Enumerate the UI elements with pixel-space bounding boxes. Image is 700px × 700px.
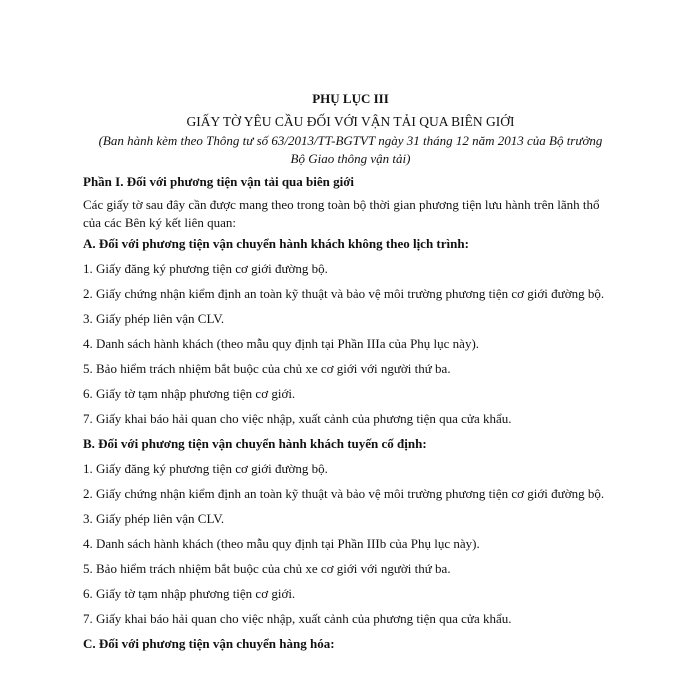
section-c-heading: C. Đối với phương tiện vận chuyển hàng hóa:	[83, 636, 335, 651]
list-item: 4. Danh sách hành khách (theo mẫu quy định tại Phần IIIb của Phụ lục này).	[83, 536, 480, 551]
issuance-note-line-2: Bộ Giao thông vận tải)	[290, 151, 411, 166]
document-content	[83, 90, 618, 660]
intro-paragraph: Các giấy tờ sau đây cần được mang theo trong toàn bộ thời gian phương tiện lưu hành trên lãnh thổ của các Bên ký kết liên quan:	[83, 197, 600, 230]
list-item: 7. Giấy khai báo hải quan cho việc nhập, xuất cảnh của phương tiện qua cửa khẩu.	[83, 411, 512, 426]
section-a-list	[83, 260, 618, 428]
section-a-heading: A. Đối với phương tiện vận chuyển hành khách không theo lịch trình:	[83, 236, 469, 251]
section-b-list	[83, 460, 618, 628]
list-item: 6. Giấy tờ tạm nhập phương tiện cơ giới.	[83, 586, 296, 601]
list-item: 6. Giấy tờ tạm nhập phương tiện cơ giới.	[83, 386, 296, 401]
issuance-note-line-1: (Ban hành kèm theo Thông tư số 63/2013/TT-BGTVT ngày 31 tháng 12 năm 2013 của Bộ trưởng	[98, 133, 603, 148]
list-item: 5. Bảo hiểm trách nhiệm bắt buộc của chủ xe cơ giới với người thứ ba.	[83, 561, 451, 576]
list-item: 1. Giấy đăng ký phương tiện cơ giới đường bộ.	[83, 461, 328, 476]
list-item: 7. Giấy khai báo hải quan cho việc nhập, xuất cảnh của phương tiện qua cửa khẩu.	[83, 611, 512, 626]
list-item: 2. Giấy chứng nhận kiểm định an toàn kỹ thuật và bảo vệ môi trường phương tiện cơ giới đường bộ.	[83, 486, 605, 501]
list-item: 2. Giấy chứng nhận kiểm định an toàn kỹ thuật và bảo vệ môi trường phương tiện cơ giới đường bộ.	[83, 286, 605, 301]
list-item: 4. Danh sách hành khách (theo mẫu quy định tại Phần IIIa của Phụ lục này).	[83, 336, 480, 351]
issuance-note	[83, 132, 618, 168]
list-item: 1. Giấy đăng ký phương tiện cơ giới đường bộ.	[83, 261, 328, 276]
document-title: GIẤY TỜ YÊU CẦU ĐỐI VỚI VẬN TẢI QUA BIÊN GIỚI	[186, 114, 515, 129]
part-heading: Phần I. Đối với phương tiện vận tải qua biên giới	[83, 174, 355, 189]
list-item: 3. Giấy phép liên vận CLV.	[83, 511, 225, 526]
list-item: 3. Giấy phép liên vận CLV.	[83, 311, 225, 326]
section-b-heading: B. Đối với phương tiện vận chuyển hành khách tuyến cố định:	[83, 436, 427, 451]
list-item: 5. Bảo hiểm trách nhiệm bắt buộc của chủ xe cơ giới với người thứ ba.	[83, 361, 451, 376]
appendix-title: PHỤ LỤC III	[312, 91, 389, 106]
